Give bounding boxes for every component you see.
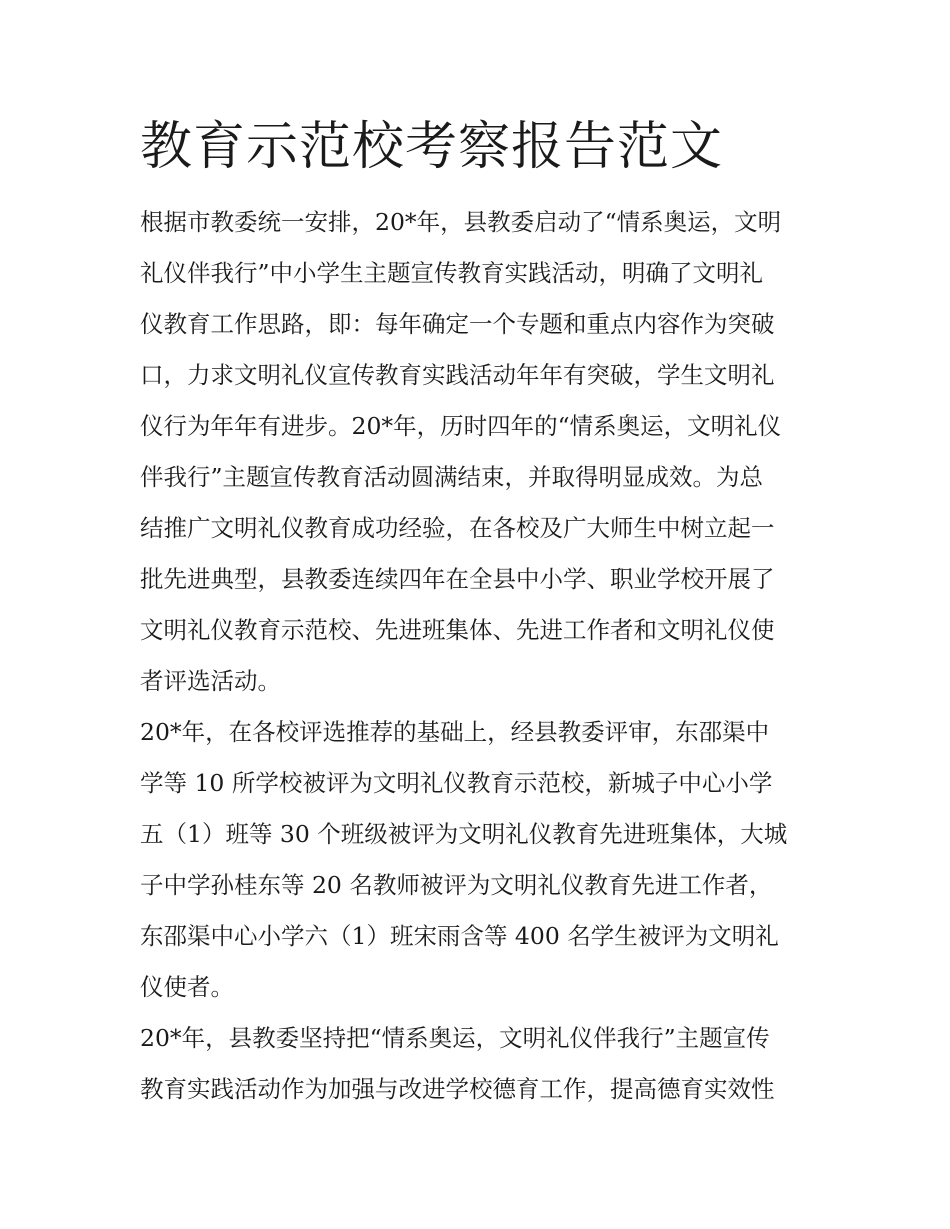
- text-line: 批先进典型，县教委连续四年在全县中小学、职业学校开展了: [140, 565, 775, 593]
- document-title: 教育示范校考察报告范文: [140, 117, 724, 177]
- text-line: 者评选活动。: [140, 667, 281, 695]
- document-body: [140, 197, 820, 1115]
- text-line: 五（1）班等 30 个班级被评为文明礼仪教育先进班集体，大城: [140, 820, 788, 848]
- text-line: 伴我行”主题宣传教育活动圆满结束，并取得明显成效。为总: [140, 463, 764, 491]
- text-line: 文明礼仪教育示范校、先进班集体、先进工作者和文明礼仪使: [140, 616, 775, 644]
- text-line: 学等 10 所学校被评为文明礼仪教育示范校，新城子中心小学: [140, 769, 773, 797]
- text-line: 仪使者。: [140, 973, 234, 1001]
- text-line: 子中学孙桂东等 20 名教师被评为文明礼仪教育先进工作者，: [140, 871, 773, 899]
- text-line: 仪教育工作思路，即：每年确定一个专题和重点内容作为突破: [140, 310, 775, 338]
- text-line: 仪行为年年有进步。20*年，历时四年的“情系奥运，文明礼仪: [140, 412, 782, 440]
- text-line: 教育实践活动作为加强与改进学校德育工作，提高德育实效性: [140, 1075, 775, 1103]
- text-line: 礼仪伴我行”中小学生主题宣传教育实践活动，明确了文明礼: [140, 259, 764, 287]
- text-line: 东邵渠中心小学六（1）班宋雨含等 400 名学生被评为文明礼: [140, 922, 779, 950]
- text-line: 根据市教委统一安排，20*年，县教委启动了“情系奥运，文明: [140, 208, 782, 236]
- text-line: 20*年，在各校评选推荐的基础上，经县教委评审，东邵渠中: [140, 718, 770, 746]
- text-line: 结推广文明礼仪教育成功经验，在各校及广大师生中树立起一: [140, 514, 775, 542]
- text-line: 口，力求文明礼仪宣传教育实践活动年年有突破，学生文明礼: [140, 361, 775, 389]
- text-line: 20*年，县教委坚持把“情系奥运，文明礼仪伴我行”主题宣传: [140, 1024, 770, 1052]
